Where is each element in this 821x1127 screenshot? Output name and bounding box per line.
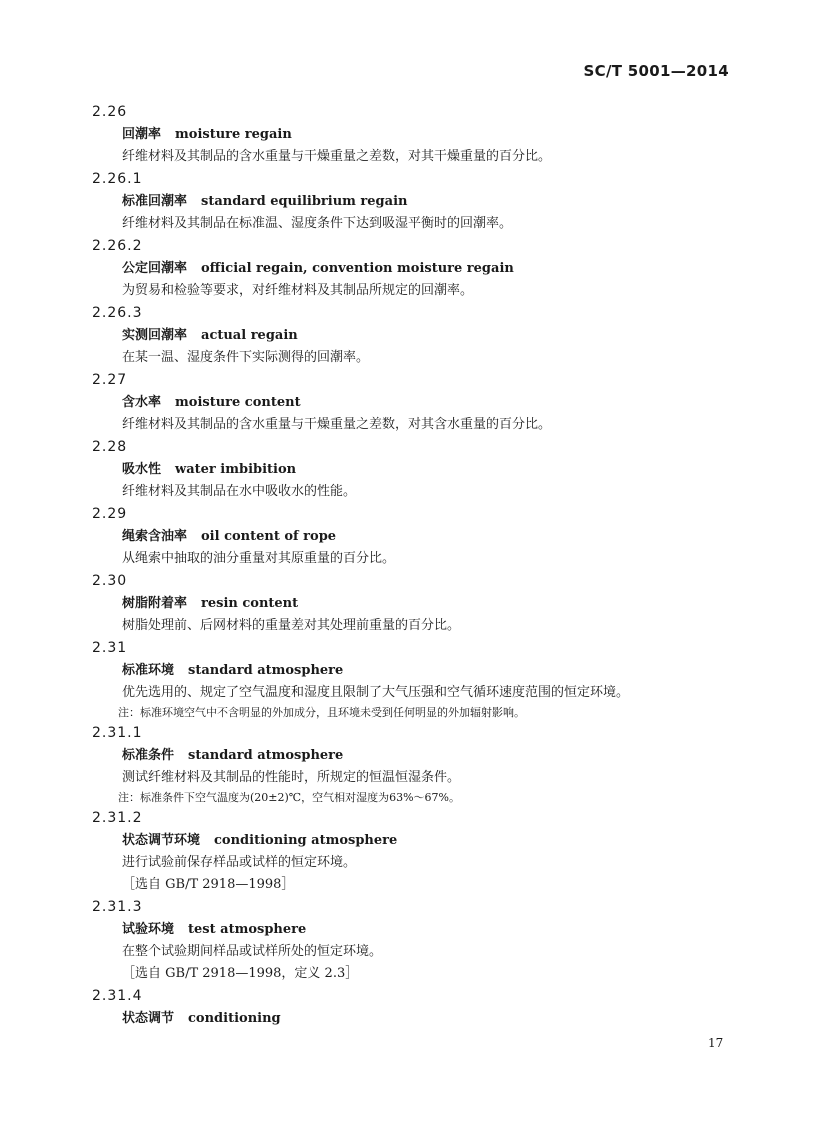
clause-number: 2.31.4 — [92, 988, 143, 1004]
term-definition: 在整个试验期间样品或试样所处的恒定环境。 — [122, 944, 383, 959]
clause-number: 2.31.2 — [92, 810, 143, 826]
term-heading — [122, 659, 732, 682]
document-code: SC/T 5001—2014 — [583, 62, 729, 80]
term-heading — [122, 744, 732, 767]
term-chinese: 标准回潮率 — [122, 194, 188, 209]
term-entry — [92, 168, 732, 235]
term-definition: 纤维材料及其制品在水中吸收水的性能。 — [122, 484, 357, 499]
term-heading — [122, 458, 732, 481]
term-definition: 进行试验前保存样品或试样的恒定环境。 — [122, 855, 357, 870]
term-definition: 为贸易和检验等要求，对纤维材料及其制品所规定的回潮率。 — [122, 283, 474, 298]
term-heading — [122, 190, 732, 213]
term-english: moisture content — [175, 395, 301, 410]
term-entry — [92, 722, 732, 807]
clause-number: 2.29 — [92, 506, 128, 522]
term-english: moisture regain — [175, 127, 292, 142]
term-note: 注：标准条件下空气温度为(20±2)℃，空气相对湿度为63%～67%。 — [118, 791, 460, 804]
term-definition: 树脂处理前、后网材料的重量差对其处理前重量的百分比。 — [122, 618, 461, 633]
term-entry — [92, 570, 732, 637]
term-note: 注：标准环境空气中不含明显的外加成分，且环境未受到任何明显的外加辐射影响。 — [118, 706, 525, 719]
term-chinese: 标准条件 — [122, 748, 175, 763]
term-chinese: 吸水性 — [122, 462, 162, 477]
term-chinese: 实测回潮率 — [122, 328, 188, 343]
term-entry — [92, 436, 732, 503]
term-heading — [122, 391, 732, 414]
clause-number: 2.31.1 — [92, 725, 143, 741]
clause-number: 2.26.1 — [92, 171, 143, 187]
clause-number: 2.26.3 — [92, 305, 143, 321]
term-heading — [122, 829, 732, 852]
term-chinese: 含水率 — [122, 395, 162, 410]
term-chinese: 标准环境 — [122, 663, 175, 678]
term-entry — [92, 101, 732, 168]
term-heading — [122, 918, 732, 941]
term-definition: 优先选用的、规定了空气温度和湿度且限制了大气压强和空气循环速度范围的恒定环境。 — [122, 685, 630, 700]
term-english: standard atmosphere — [188, 748, 344, 763]
term-english: water imbibition — [175, 462, 297, 477]
clause-number: 2.26 — [92, 104, 128, 120]
term-heading — [122, 123, 732, 146]
clause-number: 2.28 — [92, 439, 128, 455]
clause-number: 2.31 — [92, 640, 128, 656]
term-english: conditioning — [188, 1011, 281, 1026]
term-chinese: 绳索含油率 — [122, 529, 188, 544]
term-entry — [92, 369, 732, 436]
clause-number: 2.31.3 — [92, 899, 143, 915]
term-entry — [92, 985, 732, 1030]
term-entry — [92, 807, 732, 896]
term-heading — [122, 257, 732, 280]
term-english: official regain, convention moisture regain — [201, 261, 514, 276]
clause-number: 2.26.2 — [92, 238, 143, 254]
term-heading — [122, 592, 732, 615]
term-english: resin content — [201, 596, 299, 611]
term-definition: 纤维材料及其制品在标准温、湿度条件下达到吸湿平衡时的回潮率。 — [122, 216, 513, 231]
term-heading — [122, 525, 732, 548]
term-chinese: 试验环境 — [122, 922, 175, 937]
term-source: ［选自 GB/T 2918—1998，定义 2.3］ — [122, 966, 359, 981]
term-chinese: 公定回潮率 — [122, 261, 188, 276]
term-list — [92, 101, 732, 1030]
term-entry — [92, 637, 732, 722]
clause-number: 2.27 — [92, 372, 128, 388]
clause-number: 2.30 — [92, 573, 128, 589]
term-entry — [92, 235, 732, 302]
term-chinese: 状态调节 — [122, 1011, 175, 1026]
term-definition: 从绳索中抽取的油分重量对其原重量的百分比。 — [122, 551, 396, 566]
term-definition: 纤维材料及其制品的含水重量与干燥重量之差数，对其干燥重量的百分比。 — [122, 149, 552, 164]
term-english: standard equilibrium regain — [201, 194, 408, 209]
term-english: actual regain — [201, 328, 298, 343]
term-english: oil content of rope — [201, 529, 337, 544]
term-english: test atmosphere — [188, 922, 307, 937]
term-chinese: 树脂附着率 — [122, 596, 188, 611]
term-entry — [92, 503, 732, 570]
term-heading — [122, 1007, 732, 1030]
term-chinese: 状态调节环境 — [122, 833, 201, 848]
term-entry — [92, 896, 732, 985]
term-chinese: 回潮率 — [122, 127, 162, 142]
term-heading — [122, 324, 732, 347]
term-definition: 测试纤维材料及其制品的性能时，所规定的恒温恒湿条件。 — [122, 770, 461, 785]
page-number: 17 — [708, 1036, 724, 1050]
term-entry — [92, 302, 732, 369]
term-definition: 纤维材料及其制品的含水重量与干燥重量之差数，对其含水重量的百分比。 — [122, 417, 552, 432]
term-english: conditioning atmosphere — [214, 833, 398, 848]
term-definition: 在某一温、湿度条件下实际测得的回潮率。 — [122, 350, 370, 365]
term-source: ［选自 GB/T 2918—1998］ — [122, 877, 295, 892]
term-english: standard atmosphere — [188, 663, 344, 678]
